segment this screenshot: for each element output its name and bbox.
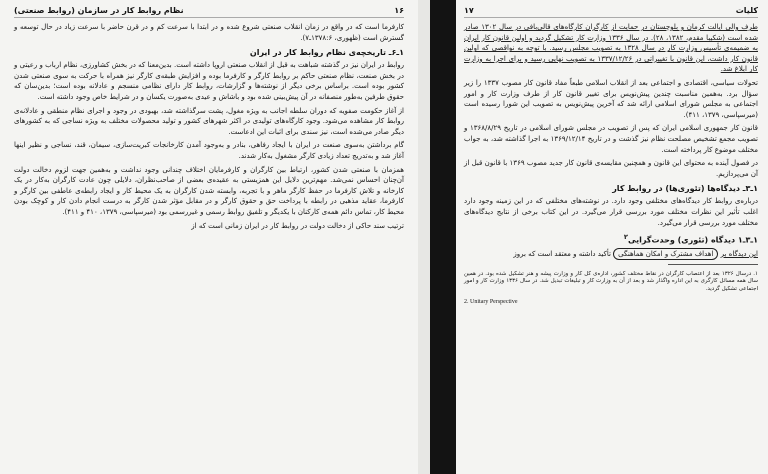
left-page-number: ۱۶ [394,6,404,15]
left-paragraph-3: از آغاز حکومت صفویه که دوران سلطه اجانب به ویژه مغول، پشت سرگذاشته شد، بهبودی در وجود و اجرای نظام منطقی و عادلانه‌ی روابط کار مشاهده می‌شود. وجود کارگاه‌های تولیدی در اکثر شهرهای کشور و تولید محصولات مختلف به ویژه نساجی که به کشورهای دیگر صادر می‌شده است، نیز سندی برای اثبات این ادعاست. [14,106,404,136]
right-section-heading-1: ۱ـ۳ـ دیدگاه‌ها (تئوری‌ها) در روابط کار [612,184,758,194]
right-paragraph-5: درباره‌ی روابط کار دیدگاه‌های مختلفی وجود دارد. در نوشته‌های مختلفی که در این زمینه وجود دارد اغلب تأثیر این نظرات مختلف مورد بررسی قرار می‌گیرد. در این کتاب برخی از نتایج دیدگاه‌های مختلف مورد بررسی قرار می‌گیرد. [464,197,758,227]
right-running-title: کلیات [735,6,758,15]
left-running-title: نظام روابط کار در سازمان (روابط صنعتی) [14,6,184,15]
right-paragraph-6-start: این دیدگاه بر [720,249,758,258]
left-section-heading: ۱ـ۶ـ تاریخچه‌ی نظام روابط کار در ایران [249,48,404,58]
right-section-heading-2 [464,233,758,245]
left-paragraph-1: کارفرما است که در واقع در زمان انقلاب صنعتی شروع شده و در ابتدا با سرعت کم و در قرن حاضر با سرعت زیاد در حال توسعه و گسترش است (ظهوری، ۱۳۷۸:۶ـ۷). [14,23,404,42]
right-section-heading-2-text: ۱ـ۳ـ۱ دیدگاه (تئوری) وحدت‌گرایی [627,235,758,245]
ink-circled-phrase: اهداف مشترک و امکان هماهنگی [613,248,718,261]
left-paragraph-4: گام برداشتن به‌سوی صنعت در ایران با ایجاد رفاهی، بنادر و به‌وجود آمدن کارخانجات کبریت‌سازی، سیمان، قند، نساجی و نظیر اینها آغاز شد و به‌تدریج تعداد زیادی کارگر مشغول به‌کار شدند. [14,141,404,160]
right-page [456,0,768,474]
right-paragraph-2: تحولات سیاسی، اقتصادی و اجتماعی بعد از انقلاب اسلامی طبعاً مفاد قانون کار مصوب ۱۳۳۷ را زیر سؤال برد. به‌همین مناسبت چندین پیش‌نویس برای تغییر قانون کار از طرف وزارت کار و امور اجتماعی به مجلس شورای اسلامی ارائه شد که آخرین پیش‌نویس به تصویب این شورا رسیده است (میرسپاسی، ۱۳۷۹، ۴۱۱). [464,78,759,119]
footnote-rule [668,264,758,265]
right-paragraph-4: در فصول آینده به محتوای این قانون و همچنین مقایسه‌ی قانون کار جدید مصوب ۱۳۶۹ با قانون قبل از آن می‌پردازیم. [464,159,758,178]
right-paragraph-3: قانون کار جمهوری اسلامی ایران که پس از تصویب در مجلس شورای اسلامی در تاریخ ۱۳۶۸/۸/۲۹ و تصویب مجمع تشخیص مصلحت نظام نیز گذشت و در تاریخ ۱۳۶۹/۱۲/۱۴ به اجرا گذاشته شد، به جواب مختلف موضوع کار پرداخته است. [464,124,758,154]
footnote-2: 2. Unitary Perspective [464,298,518,305]
footnote-marker: ۲ [623,233,628,242]
right-paragraph-6-end: تأکید داشته و معتقد است که بروز [513,249,611,258]
left-paragraph-6: ترتیب سند حاکی از دخالت دولت در روابط کار در ایران زمانی است که از [191,221,404,230]
left-paragraph-2: روابط در ایران نیز در گذشته شباهت به قبل از انقلاب صنعتی اروپا داشته است. بدین‌معنا که در بخش کشاورزی، نظام ارباب و رعیتی و در بخش صنعت، نظام صنعتی حاکم بر روابط کارگر و کارفرما بوده و افزایش طبقه‌ی کارگر نیز همراه با حرکت به سوی صنعتی شدن کشور بوده است. براساس برخی دیگر از نوشته‌ها و گزارشات، روابط کار دارای نظامی منسجم و عادلانه بوده است؛ بدین‌سان که حقوق طرفین به‌طور منصفانه در آن پیش‌بینی شده بود و باشاش و عیدی به‌صورت یکسان و در شرایط خاص وجود داشته است. [14,61,404,101]
left-paragraph-5: همزمان با صنعتی شدن کشور، ارتباط بین کارگران و کارفرمایان اختلاف چندانی وجود نداشت و به‌همین جهت لزوم دخالت دولت آن‌چنان احساس نمی‌شد. مهم‌ترین دلایل این همزیستی به عقیده‌ی بعضی از صاحب‌نظران، دلایلی چون عادت کارگران به‌کار در یک کارخانه و تلاش کارفرما در حفظ کارگر ماهر و با تجربه، وابسته شدن کارگران به یک محیط کار و ایجاد رابطه‌ی عاطفی بین کارگر و کارفرما، عقاید مذهبی در رابطه با پرداخت حق و حقوق کارگر و در مقابل مؤثر شدن کارگر به درست انجام دادن کار و کوچک بودن محیط کار، تماس دائم همه‌ی کارکنان با یکدیگر و تلفیق روابط رسمی و غیررسمی بود (میرسپاسی، ۱۳۷۹، ۴۱۰ و ۴۱۱). [14,165,404,216]
right-running-head [464,6,758,18]
footnote-1: ۱. درسال ۱۳۲۶ بعد از اعتصاب کارگران در نقاط مختلف کشور، اداره‌ی کل کار و وزارت پیشه و هنر تشکیل شده بود. در همین سال همه مسائل کارگری به این اداره واگذار شد و بعد از آن به وزارت کار و تبلیغات تبدیل شد. در سال ۱۳۳۶ وزارت کار و امور اجتماعی تشکیل گردید. [464,270,759,292]
book-spine-shadow [430,0,456,474]
right-page-number: ۱۷ [464,6,474,15]
left-running-head [14,6,404,18]
right-paragraph-6 [464,248,758,261]
right-paragraph-1: طرف والی ایالت کرمان و بلوچستان در حمایت از کارگران کارگاه‌های قالی‌بافی در سال ۱۳۰۲ صادر شده است (شکیبا مقدم، ۱۳۸۲، ۲۸). در سال ۱۳۳۶ وزارت کار تشکیل گردید و اولین قانون کار ایران به ضمیمه‌ی تأسیس وزارت کار در سال ۱۳۲۸ به تصویب مجلس رسید. با توجه به نواقصی که اولین قانون کار داشت، این قانون با تغییراتی در ۱۳۳۷/۱۲/۲۶ به تصویب نهایی رسید و برای اجرا به وزارت کار ابلاغ شد. [464,23,759,74]
